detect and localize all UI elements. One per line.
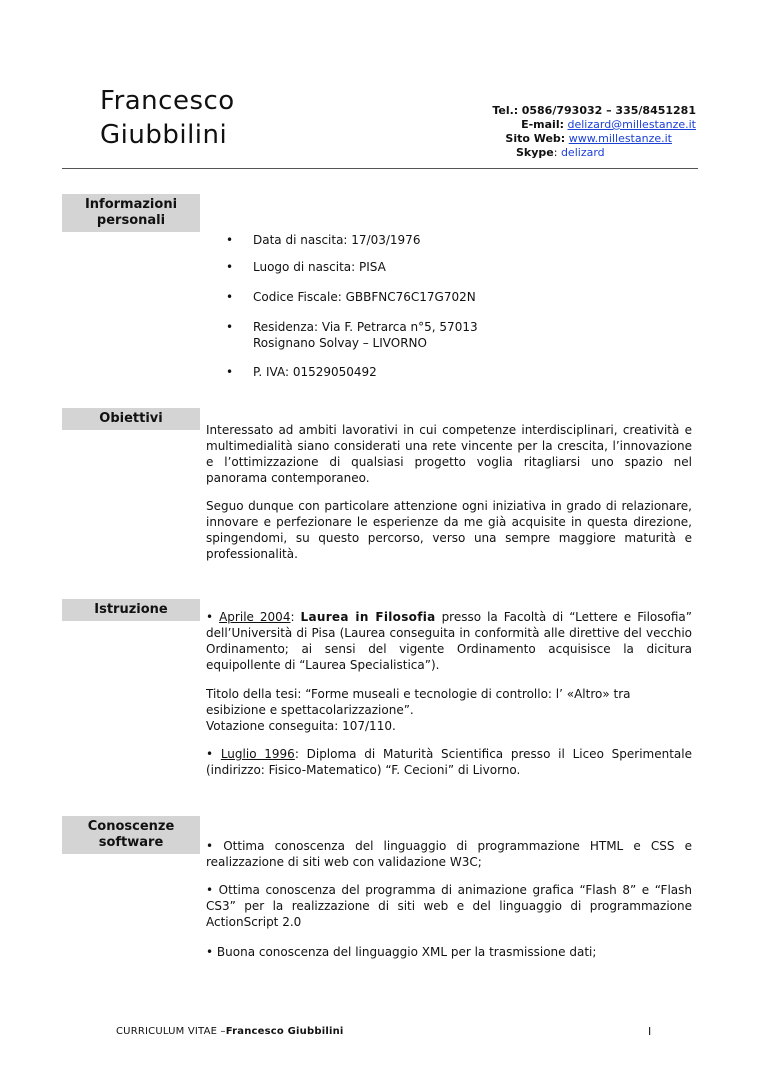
degree-text-a: presso la Facoltà di “Lettere e bbox=[441, 610, 632, 624]
footer bbox=[116, 1026, 344, 1037]
bullet-icon: • bbox=[226, 290, 234, 304]
degree-date: Aprile 2004 bbox=[219, 610, 291, 624]
software-item-flash-text: Ottima conoscenza del programma di animazione grafica “Flash 8” e “Flash CS3” per la realizzazione di siti web e del linguaggio di programmazione ActionScript 2.0 bbox=[206, 883, 692, 929]
header-divider bbox=[62, 168, 698, 169]
last-name: Giubbilini bbox=[100, 120, 228, 150]
software-label-line2: software bbox=[98, 835, 164, 850]
personal-label-line1: Informazioni bbox=[84, 197, 178, 212]
section-label-personal bbox=[62, 194, 200, 232]
birth-place: Luogo di nascita: PISA bbox=[253, 260, 386, 274]
contact-phone bbox=[430, 103, 696, 118]
software-item-flash bbox=[206, 882, 692, 930]
website-link[interactable]: www.millestanze.it bbox=[568, 132, 672, 145]
vat-number: P. IVA: 01529050492 bbox=[253, 365, 377, 379]
bullet-icon: • bbox=[206, 839, 214, 853]
bullet-icon: • bbox=[226, 365, 234, 379]
software-label-line1: Conoscenze bbox=[87, 819, 175, 834]
first-name: Francesco bbox=[100, 86, 235, 116]
phone-label: Tel.: bbox=[492, 104, 519, 117]
contact-email bbox=[430, 117, 696, 132]
personal-label-line2: personali bbox=[96, 213, 166, 228]
thesis-grade: Votazione conseguita: 107/110. bbox=[206, 719, 396, 733]
software-item-xml bbox=[206, 944, 692, 960]
skype-value: delizard bbox=[560, 146, 605, 159]
email-label: E-mail: bbox=[521, 118, 564, 131]
footer-prefix: CURRICULUM VITAE – bbox=[116, 1026, 226, 1037]
thesis-block bbox=[206, 686, 692, 734]
software-item-html-text: Ottima conoscenza del linguaggio di programmazione HTML e CSS e realizzazione di siti web con validazione W3C; bbox=[206, 839, 693, 869]
residence-line1: Residenza: Via F. Petrarca n°5, 57013 bbox=[253, 320, 478, 334]
email-link[interactable]: delizard@millestanze.it bbox=[567, 118, 696, 131]
tax-code: Codice Fiscale: GBBFNC76C17G702N bbox=[253, 290, 476, 304]
degree-text-b: Filosofia” dell’Università di Pisa (Laurea conseguita in conformità alle direttive del vecchio Ordinamento; ai sensi del vigente Ordinamento acquisisce la dicitura equipollente di “Laurea Specialistica”). bbox=[206, 610, 692, 672]
section-label-software bbox=[62, 816, 200, 854]
bullet-icon: • bbox=[226, 260, 234, 274]
degree-title: Laurea in Filosofia bbox=[300, 610, 436, 624]
section-label-education: Istruzione bbox=[62, 599, 200, 621]
phone-value: 0586/793032 – 335/8451281 bbox=[521, 104, 696, 117]
thesis-title-line1: Titolo della tesi: “Forme museali e tecnologie di controllo: l’ «Altro» tra bbox=[206, 687, 631, 701]
website-label: Sito Web: bbox=[505, 132, 566, 145]
diploma-date: Luglio 1996 bbox=[220, 747, 295, 761]
residence-line2: Rosignano Solvay – LIVORNO bbox=[253, 336, 427, 350]
objectives-paragraph-2: Seguo dunque con particolare attenzione ogni iniziativa in grado di relazionare, innovare e perfezionare le esperienze da me già acquisite in questa direzione, spingendomi, su questo percorso, verso una sempre maggiore maturità e professionalità. bbox=[206, 499, 692, 561]
contact-website bbox=[430, 131, 672, 146]
skype-label: Skype bbox=[516, 146, 554, 159]
thesis-title-line2: esibizione e spettacolarizzazione”. bbox=[206, 703, 414, 717]
diploma-text: : Diploma di Maturità Scientifica presso il Liceo Sperimentale (indirizzo: Fisico-Matematico) “F. Cecioni” di Livorno. bbox=[206, 747, 692, 777]
bullet-icon: • bbox=[206, 747, 214, 761]
bullet-icon: • bbox=[226, 320, 234, 334]
education-item-degree: • Aprile 2004: Laurea in Filosofia presso la Facoltà di “Lettere e Filosofia” dell’Università di Pisa (Laurea conseguita in conformità alle direttive del vecchio Ordinamento; ai sensi del vigente Ordinamento acquisisce la dicitura equipollente di “Laurea Specialistica”). bbox=[206, 610, 692, 672]
education-item-diploma bbox=[206, 746, 692, 778]
objectives-paragraph-1: Interessato ad ambiti lavorativi in cui competenze interdisciplinari, creatività e multimedialità siano considerati una rete vincente per la crescita, l’innovazione e l’ottimizzazione di qualsiasi progetto voglia ritagliarsi uno spazio nel panorama contemporaneo. bbox=[206, 423, 692, 485]
contact-skype: Skype: delizard bbox=[516, 146, 605, 159]
footer-name: Francesco Giubbilini bbox=[225, 1026, 344, 1037]
bullet-icon: • bbox=[206, 883, 214, 897]
section-label-objectives: Obiettivi bbox=[62, 408, 200, 430]
software-item-xml-text: Buona conoscenza del linguaggio XML per la trasmissione dati; bbox=[216, 945, 597, 959]
bullet-icon: • bbox=[226, 233, 234, 247]
software-item-html bbox=[206, 838, 692, 870]
bullet-icon: • bbox=[206, 945, 214, 959]
birth-date: Data di nascita: 17/03/1976 bbox=[253, 233, 421, 247]
bullet-icon: • bbox=[206, 610, 214, 624]
page-number: I bbox=[648, 1025, 652, 1038]
